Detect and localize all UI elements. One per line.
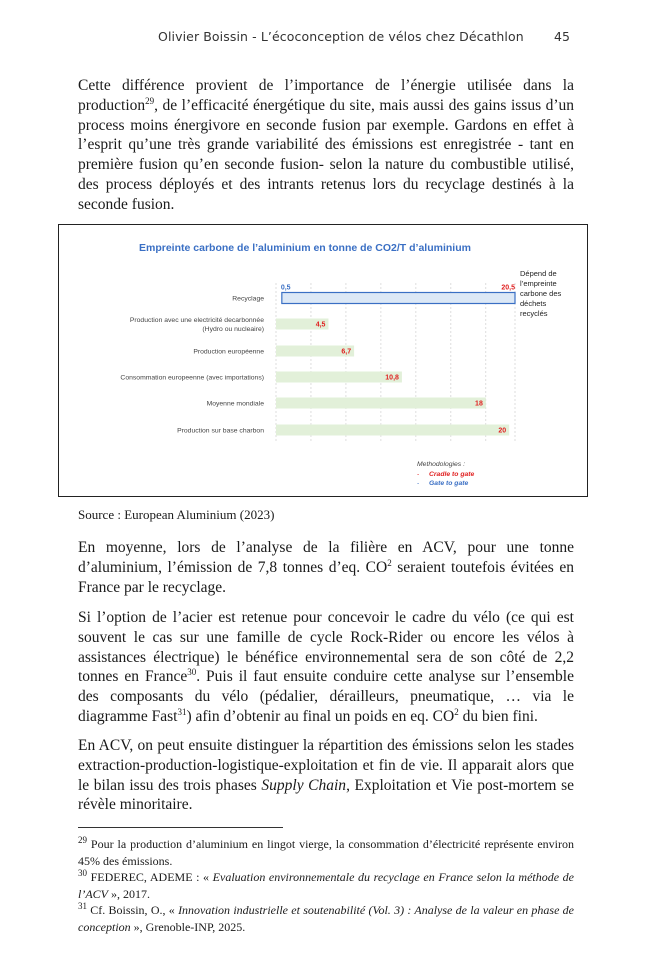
footnote-text: Pour la production d’aluminium en lingot vierge, la consommation d’électricité représente environ 45% des émissions. bbox=[78, 837, 574, 868]
footnote-number: 29 bbox=[78, 835, 87, 845]
footnote-text: Cf. Boissin, O., « bbox=[87, 903, 179, 917]
footnote-30 bbox=[78, 869, 574, 902]
value-label: 18 bbox=[475, 400, 483, 408]
chart-figure bbox=[58, 224, 588, 497]
legend-marker: - bbox=[417, 480, 420, 487]
paragraph-1 bbox=[78, 76, 574, 215]
paragraph-text: , de l’efficacité énergétique du site, mais aussi des gains issus d’un process moins énergivore en seconde fusion par exemple. Gardons en effet à l’esprit qu’une très grande variabilité des émissions est enregistrée - tant en première fusion qu’en seconde fusion- selon la nature du combustible utilisé, des process déployés et des intrants retenus lors du recyclage destinés à la seconde fusion. bbox=[78, 96, 574, 213]
figure-source: Source : European Aluminium (2023) bbox=[78, 507, 275, 522]
superscript: 2 bbox=[387, 557, 392, 568]
paragraph-4 bbox=[78, 736, 574, 815]
chart-value-labels bbox=[316, 285, 515, 435]
value-label: 20,5 bbox=[501, 284, 515, 292]
paragraph-3 bbox=[78, 608, 574, 727]
paragraph-2 bbox=[78, 538, 574, 597]
paragraph-text: seraient toutefois évitées en France par le recyclage. bbox=[78, 558, 574, 596]
chart-legend bbox=[417, 461, 475, 487]
footnote-title: Innovation industrielle et soutenabilité (Vol. 3) : Analyse de la valeur en phase de conception bbox=[78, 903, 574, 934]
bar bbox=[276, 398, 486, 409]
carbon-footprint-chart bbox=[59, 225, 589, 498]
bar bbox=[276, 372, 402, 383]
category-label: Consommation europeenne (avec importations) bbox=[120, 374, 264, 382]
footnote-ref[interactable]: 29 bbox=[145, 95, 155, 106]
range-start-label: 0,5 bbox=[280, 284, 291, 292]
italic-text: Supply Chain bbox=[261, 776, 347, 794]
annotation-line: déchets bbox=[520, 299, 547, 308]
footnote-29 bbox=[78, 836, 574, 869]
legend-entry: Cradle to gate bbox=[429, 471, 475, 478]
chart-grid bbox=[276, 283, 515, 443]
value-label: 6,7 bbox=[341, 348, 352, 356]
value-label: 20 bbox=[498, 427, 507, 435]
paragraph-text: . Puis il faut ensuite conduire cette analyse sur l’ensemble des composants du vélo (pédalier, dérailleurs, pneumatique, … via le diagramme Fast bbox=[78, 668, 574, 725]
legend-title: Methodologies : bbox=[417, 461, 465, 468]
category-label: Production sur base charbon bbox=[177, 427, 264, 435]
footnote-number: 30 bbox=[78, 868, 87, 878]
footnote-ref[interactable]: 31 bbox=[177, 706, 187, 717]
header-title: Olivier Boissin - L’écoconception de vélos chez Décathlon bbox=[158, 29, 524, 44]
chart-title: Empreinte carbone de l’aluminium en tonne de CO2/T d’aluminium bbox=[139, 242, 471, 254]
annotation-line: l’empreinte bbox=[520, 279, 557, 288]
legend-entry: Gate to gate bbox=[429, 480, 469, 487]
footnote-separator bbox=[78, 827, 283, 828]
category-label: Production avec une electricité decarbonnée bbox=[129, 317, 264, 324]
category-label: Recyclage bbox=[232, 295, 264, 303]
annotation-line: Dépend de bbox=[520, 269, 557, 278]
bar bbox=[276, 425, 509, 436]
paragraph-text: ) afin d’obtenir au final un poids en eq. CO bbox=[186, 707, 455, 725]
annotation-line: recyclés bbox=[520, 309, 548, 318]
running-header bbox=[0, 29, 650, 49]
footnote-text: FEDEREC, ADEME : « bbox=[87, 870, 213, 884]
paragraph-text: du bien fini. bbox=[458, 707, 538, 725]
paragraph-text: Cette différence provient de l’importance de l’énergie utilisée dans la production bbox=[78, 77, 574, 114]
bar-recycling bbox=[282, 293, 515, 304]
category-label: Production européenne bbox=[193, 348, 264, 356]
footnote-ref[interactable]: 30 bbox=[187, 667, 197, 678]
paragraph-text: En moyenne, lors de l’analyse de la filière en ACV, pour une tonne d’aluminium, l’émission de 7,8 tonnes d’eq. CO bbox=[78, 539, 574, 576]
legend-marker: - bbox=[417, 471, 420, 478]
footnote-text: », 2017. bbox=[108, 886, 150, 901]
footnote-number: 31 bbox=[78, 901, 87, 911]
paragraph-text: Si l’option de l’acier est retenue pour concevoir le cadre du vélo (ce qui est souvent le cas sur une famille de cycle Rock-Rider ou encore les vélos à assistances électrique) le bénéfice environnemental sera de son côté de 2,2 tonnes en France bbox=[78, 609, 574, 686]
annotation-line: carbone des bbox=[520, 289, 562, 298]
paragraph-text: , Exploitation et Vie post-mortem se révèle minoritaire. bbox=[78, 776, 574, 814]
page-number: 45 bbox=[554, 29, 570, 44]
value-label: 10,8 bbox=[385, 374, 399, 382]
paragraph-text: En ACV, on peut ensuite distinguer la répartition des émissions selon les stades extraction-production-logistique-exploitation et fin de vie. Il apparait alors que le bilan issu des trois phases bbox=[78, 737, 574, 794]
value-label: 4,5 bbox=[315, 321, 326, 329]
category-label: (Hydro ou nucleaire) bbox=[202, 326, 264, 333]
chart-bars bbox=[276, 293, 515, 436]
superscript: 2 bbox=[454, 706, 459, 717]
chart-category-labels bbox=[120, 296, 264, 435]
footnote-31 bbox=[78, 902, 574, 935]
footnote-title: Evaluation environnementale du recyclage en France selon la méthode de l’ACV bbox=[78, 870, 575, 901]
category-label: Moyenne mondiale bbox=[206, 400, 264, 408]
recycling-annotation bbox=[520, 269, 562, 318]
footnote-text: », Grenoble-INP, 2025. bbox=[130, 919, 246, 934]
